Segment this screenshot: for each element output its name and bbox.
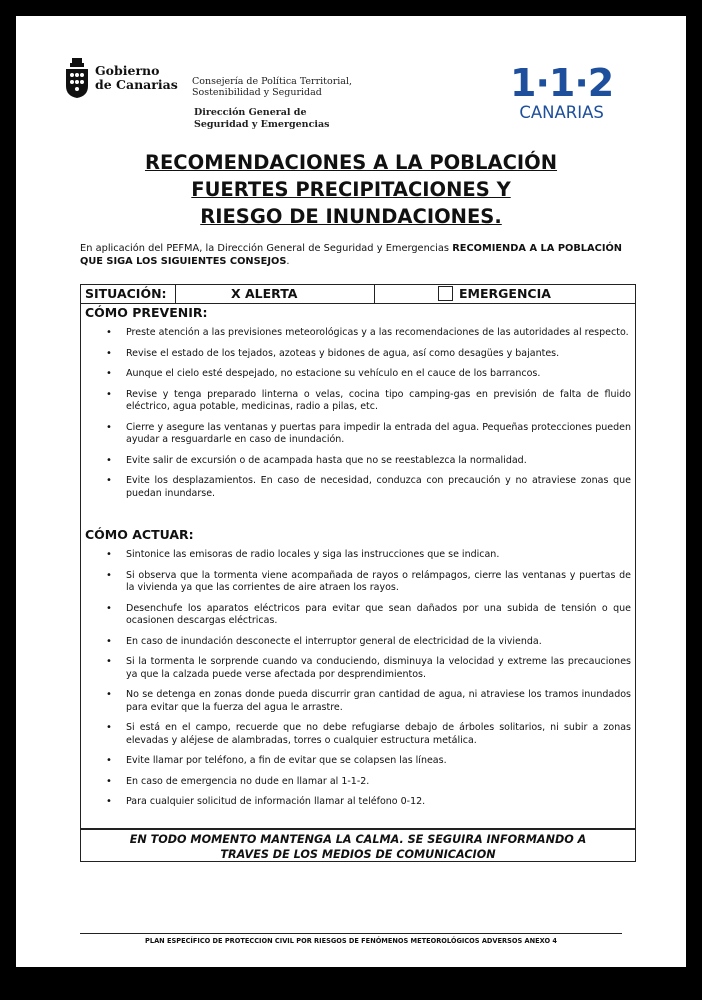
bullet-icon: • [106,569,112,581]
list-item [81,656,635,681]
footer-note: PLAN ESPECÍFICO DE PROTECCION CIVIL POR RIESGOS DE FENÓMENOS METEOROLÓGICOS ADVERSOS ANEXO 4 [145,937,557,945]
prevent-list [81,327,635,508]
intro-end: . [286,256,290,267]
list-item-text: Si la tormenta le sorprende cuando va conduciendo, disminuya la velocidad y extreme las precauciones ya que la calzada puede verse afectada por desprendimientos. [126,656,631,680]
list-item-text: Evite llamar por teléfono, a fin de evitar que se colapsen las líneas. [126,755,447,766]
list-item-text: Si está en el campo, recuerde que no debe refugiarse debajo de árboles solitarios, ni subir a zonas elevadas y aléjese de alambradas, torres o cualquier estructura metálica. [126,722,631,746]
act-list [81,549,635,817]
prevent-heading: CÓMO PREVENIR: [85,305,208,320]
list-item [81,389,635,414]
bullet-icon: • [106,388,112,400]
list-item [81,455,635,468]
intro-bold: RECOMIENDA A LA POBLACIÓN QUE SIGA LOS SIGUIENTES CONSEJOS [80,243,622,267]
document-title [96,149,606,230]
list-item [81,549,635,562]
emergency-checkbox [438,286,453,301]
list-item-text: Desenchufe los aparatos eléctricos para evitar que sean dañados por una subida de tensión o que ocasionen descargas eléctricas. [126,602,631,626]
situation-label: SITUACIÓN: [85,286,167,301]
logo-112-number: 1·1·2 [510,61,614,105]
bullet-icon: • [106,347,112,359]
list-item-text: Aunque el cielo esté despejado, no estacione su vehículo en el cauce de los barrancos. [126,368,541,379]
list-item-text: En caso de emergencia no dude en llamar al 1-1-2. [126,775,370,787]
divider [374,285,375,303]
bullet-icon: • [106,722,112,733]
list-item [81,570,635,595]
list-item-text: Para cualquier solicitud de información llamar al teléfono 0-12. [126,796,426,807]
list-item [81,368,635,381]
footer-divider [80,933,622,934]
bullet-icon: • [106,454,112,466]
consejeria-line2: Sostenibilidad y Seguridad [192,87,322,98]
gobierno-line1: Gobierno [95,63,160,78]
bullet-icon: • [106,327,112,338]
gobierno-canarias-logo [64,58,178,98]
bullet-icon: • [106,635,112,647]
recommendations-box [80,284,636,862]
list-item [81,422,635,447]
document-page [16,16,686,967]
logo-112-canarias [510,61,614,122]
consejeria-text [192,76,352,98]
list-item-text: Si observa que la tormenta viene acompañada de rayos o relámpagos, cierre las ventanas y puertas de la vivienda ya que las corrientes de aire atraen los rayos. [126,569,631,593]
act-heading: CÓMO ACTUAR: [85,527,194,542]
list-item [81,475,635,500]
list-item-text: Evite salir de excursión o de acampada hasta que no se reestablezca la normalidad. [126,454,527,466]
title-line3: RIESGO DE INUNDACIONES. [200,205,502,228]
title-line1: RECOMENDACIONES A LA POBLACIÓN [144,151,558,174]
direccion-line1: Dirección General de [194,107,307,118]
closing-message [81,828,635,861]
bullet-icon: • [106,755,112,766]
coat-of-arms-icon [64,58,90,98]
list-item [81,776,635,789]
list-item [81,348,635,361]
emergency-option: EMERGENCIA [459,286,551,301]
closing-line2: TRAVES DE LOS MEDIOS DE COMUNICACION [220,848,496,861]
divider [175,285,176,303]
list-item [81,722,635,747]
list-item-text: Sintonice las emisoras de radio locales y siga las instrucciones que se indican. [126,549,500,560]
logo-112-region: CANARIAS [519,103,604,122]
bullet-icon: • [106,775,112,787]
list-item [81,796,635,809]
bullet-icon: • [106,602,112,614]
intro-text: En aplicación del PEFMA, la Dirección General de Seguridad y Emergencias [80,243,453,254]
bullet-icon: • [106,475,112,486]
bullet-icon: • [106,796,112,807]
gobierno-line2: de Canarias [95,77,178,92]
list-item-text: Revise el estado de los tejados, azoteas y bidones de agua, así como desagües y bajantes. [126,347,560,359]
list-item [81,755,635,768]
bullet-icon: • [106,656,112,667]
list-item-text: Revise y tenga preparado linterna o velas, cocina tipo camping-gas en previsión de falta de fluido eléctrico, agua potable, medicinas, radio a pilas, etc. [126,388,631,412]
list-item-text: En caso de inundación desconecte el interruptor general de electricidad de la vivienda. [126,635,542,647]
bullet-icon: • [106,368,112,379]
list-item-text: Evite los desplazamientos. En caso de necesidad, conduzca con precaución y no atraviese zonas que puedan inundarse. [126,475,631,499]
bullet-icon: • [106,549,112,560]
alert-option: X ALERTA [231,286,298,301]
list-item-text: Preste atención a las previsiones meteorológicas y a las recomendaciones de las autoridades al respecto. [126,327,629,338]
list-item [81,603,635,628]
list-item-text: No se detenga en zonas donde pueda discurrir gran cantidad de agua, ni atraviese los tramos inundados para evitar que la fuerza del agua le arrastre. [126,689,631,713]
situation-row [81,285,635,304]
bullet-icon: • [106,421,112,433]
title-line2: FUERTES PRECIPITACIONES Y [191,178,511,201]
list-item-text: Cierre y asegure las ventanas y puertas para impedir la entrada del agua. Pequeñas protecciones pueden ayudar a resguardarle en caso de inundación. [126,421,631,445]
direccion-line2: Seguridad y Emergencias [194,119,330,130]
closing-line1: EN TODO MOMENTO MANTENGA LA CALMA. SE SEGUIRA INFORMANDO A [129,833,587,846]
direccion-text [194,107,329,131]
list-item [81,327,635,340]
list-item [81,689,635,714]
consejeria-line1: Consejería de Política Territorial, [192,76,353,87]
bullet-icon: • [106,689,112,700]
intro-paragraph [80,242,622,268]
list-item [81,636,635,649]
